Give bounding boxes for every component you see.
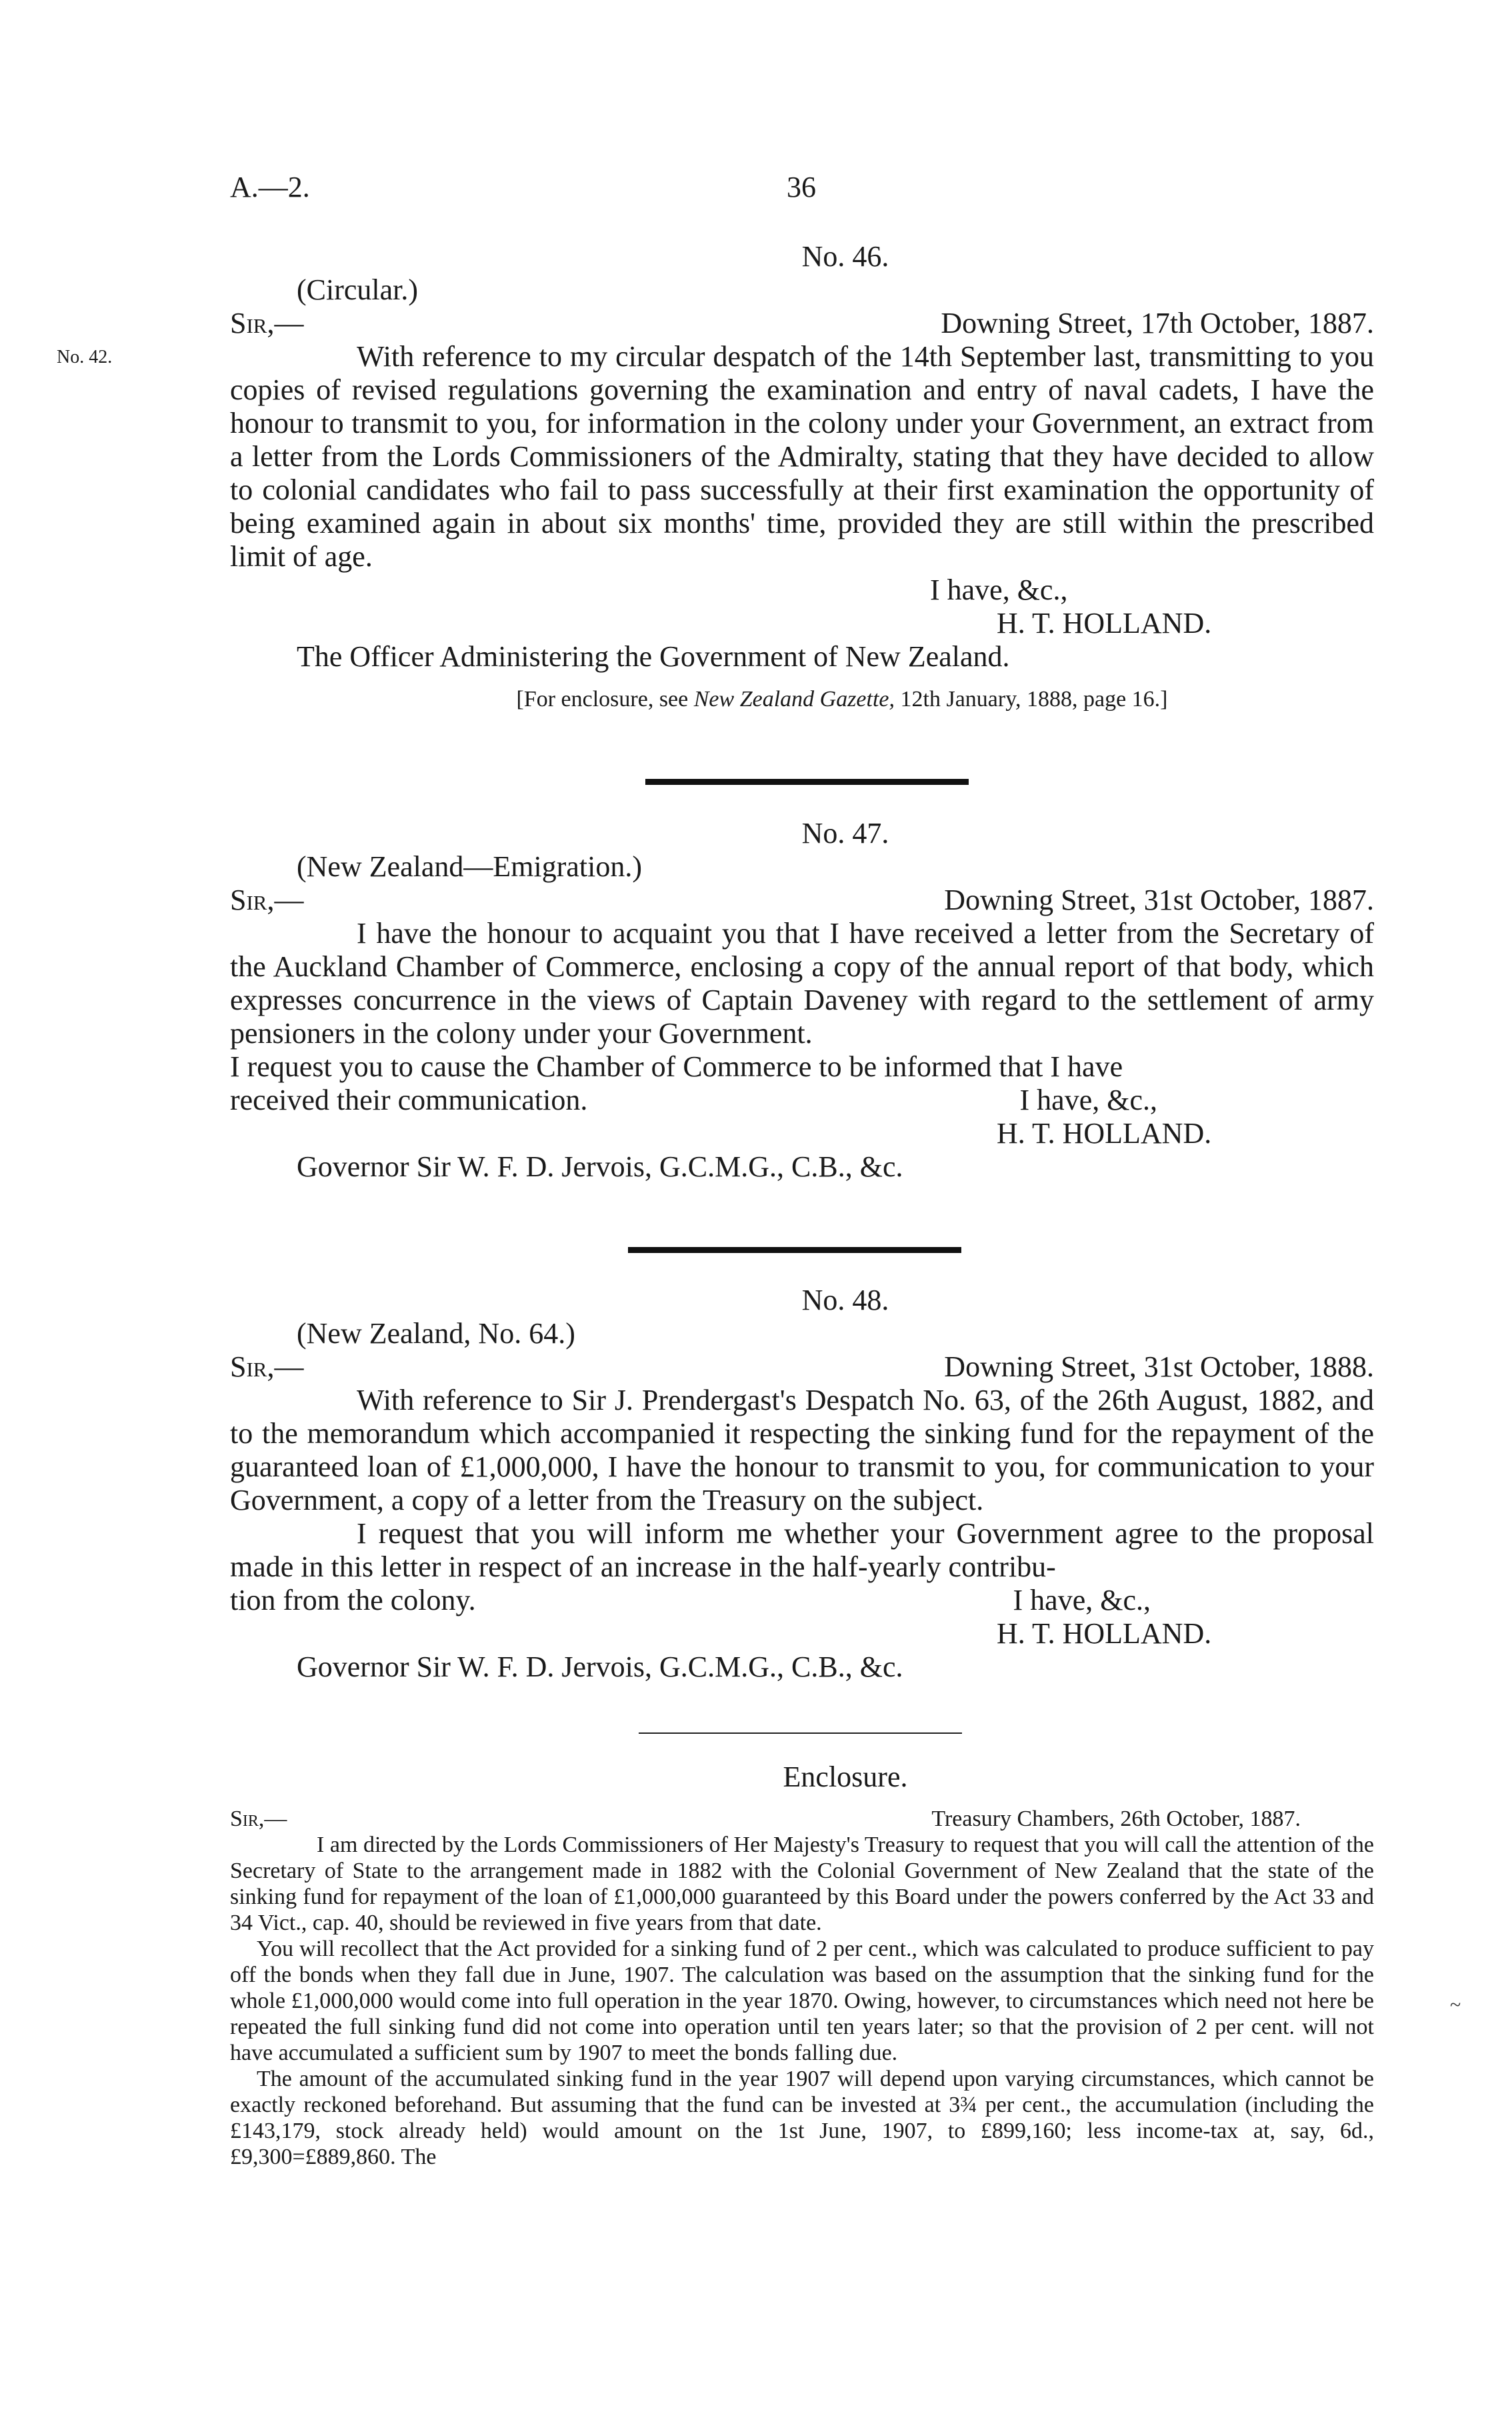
section-divider <box>645 779 969 785</box>
enclosure <box>230 1760 1374 1794</box>
enclosure-paragraph-3: The amount of the accumulated sinking fund in the year 1907 will depend upon varying circumstances, which cannot be exactly reckoned beforehand. But assuming that the fund can be invested at 3¾ per cent., the accumulation (including the £143,179, stock already held) would amount on the 1st June, 1907, to £899,160; less income-tax at, say, 6d., £9,300=£889,860. The <box>230 2067 1374 2169</box>
enclosure-heading: Enclosure. <box>783 1760 908 1793</box>
closing: I have, &c., <box>1013 1584 1151 1616</box>
signature: H. T. HOLLAND. <box>997 607 1212 640</box>
despatch-number: No. 46. <box>801 240 889 273</box>
body-last-line: received their communication. <box>230 1084 588 1116</box>
body-paragraph-2: I request you to cause the Chamber of Commerce to be informed that I have <box>230 1050 1123 1083</box>
enclosure-body <box>230 1806 1374 2170</box>
signature: H. T. HOLLAND. <box>997 1117 1212 1150</box>
closing: I have, &c., <box>1019 1084 1157 1116</box>
despatch-subtitle: (New Zealand—Emigration.) <box>297 850 643 883</box>
margin-note: No. 42. <box>57 347 113 367</box>
salutation: Sir,— <box>230 307 304 339</box>
body-last-line: tion from the colony. <box>230 1584 476 1616</box>
despatch-subtitle: (Circular.) <box>297 273 419 306</box>
salutation: Sir,— <box>230 1806 287 1831</box>
despatch-number: No. 48. <box>801 1284 889 1316</box>
enclosure-paragraph-2: You will recollect that the Act provided for a sinking fund of 2 per cent., which was calculated to produce sufficient to pay off the bonds when they fall due in June, 1907. The calculation was based on the assumption that the sinking fund for the whole £1,000,000 would come into full operation in the year 1870. Owing, however, to circumstances which need not here be repeated the full sinking fund did not come into operation until ten years later; so that the provision of 2 per cent. will not have accumulated a sufficient sum by 1907 to meet the bonds falling due. <box>230 1937 1374 2065</box>
enclosure-divider <box>639 1732 962 1734</box>
closing-row <box>230 1584 1374 1617</box>
despatch-48 <box>230 1284 1374 1684</box>
salutation: Sir,— <box>230 884 304 916</box>
closing-row <box>230 1084 1374 1117</box>
addressee: Governor Sir W. F. D. Jervois, G.C.M.G., C.B., &c. <box>297 1150 903 1183</box>
dateline: Downing Street, 17th October, 1887. <box>941 307 1374 339</box>
section-divider <box>628 1247 961 1253</box>
dateline: Downing Street, 31st October, 1888. <box>944 1350 1374 1383</box>
page-number: 36 <box>787 171 816 203</box>
despatch-number: No. 47. <box>801 817 889 850</box>
salutation: Sir,— <box>230 1350 304 1383</box>
body-paragraph: With reference to my circular despatch of the 14th September last, transmitting to you copies of revised regulations governing the examination and entry of naval cadets, I have the honour to transmit to you, for information in the colony under your Government, an extract from a letter from the Lords Commissioners of the Admiralty, stating that they have decided to allow to colonial candidates who fail to pass successfully at their first examination the opportunity of being examined again in about six months' time, provided they are still within the prescribed limit of age. <box>230 340 1374 573</box>
salutation-row <box>230 884 1374 917</box>
closing: I have, &c., <box>930 573 1068 606</box>
addressee: Governor Sir W. F. D. Jervois, G.C.M.G., C.B., &c. <box>297 1650 903 1683</box>
dateline: Treasury Chambers, 26th October, 1887. <box>931 1806 1301 1831</box>
body-paragraph-2: I request that you will inform me whether your Government agree to the proposal made in this letter in respect of an increase in the half-yearly contribu- <box>230 1517 1374 1583</box>
enclosure-note: [For enclosure, see New Zealand Gazette, 12th January, 1888, page 16.] <box>516 687 1168 712</box>
dateline: Downing Street, 31st October, 1887. <box>944 884 1374 916</box>
header-reference: A.—2. <box>230 171 310 203</box>
addressee: The Officer Administering the Government of New Zealand. <box>297 640 1010 673</box>
signature: H. T. HOLLAND. <box>997 1617 1212 1650</box>
stray-mark: ~ <box>1450 1994 1461 2016</box>
salutation-row <box>230 1806 1374 1832</box>
body-paragraph: I have the honour to acquaint you that I have received a letter from the Secretary of the Auckland Chamber of Commerce, enclosing a copy of the annual report of that body, which expresses concurrence in the views of Captain Daveney with regard to the settlement of army pensioners in the colony under your Government. <box>230 917 1374 1050</box>
despatch-46 <box>230 240 1374 716</box>
despatch-47 <box>230 817 1374 1184</box>
despatch-subtitle: (New Zealand, No. 64.) <box>297 1317 575 1350</box>
salutation-row <box>230 1350 1374 1384</box>
salutation-row <box>230 307 1374 340</box>
enclosure-paragraph-1: I am directed by the Lords Commissioners of Her Majesty's Treasury to request that you will call the attention of the Secretary of State to the arrangement made in 1882 with the Colonial Government of New Zealand that the state of the sinking fund for repayment of the loan of £1,000,000 guaranteed by this Board under the powers conferred by the Act 33 and 34 Vict., cap. 40, should be reviewed in five years from that date. <box>230 1833 1374 1935</box>
body-paragraph: With reference to Sir J. Prendergast's Despatch No. 63, of the 26th August, 1882, and to the memorandum which accompanied it respecting the sinking fund for the repayment of the guaranteed loan of £1,000,000, I have the honour to transmit to you, for communication to your Government, a copy of a letter from the Treasury on the subject. <box>230 1384 1374 1516</box>
